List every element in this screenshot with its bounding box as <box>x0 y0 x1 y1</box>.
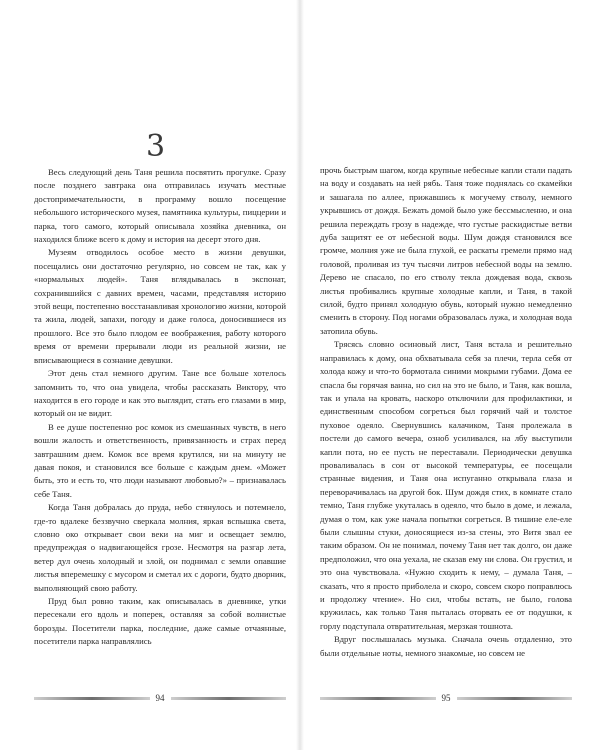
chapter-number: 3 <box>146 129 166 164</box>
left-footer <box>34 692 286 704</box>
right-text-block <box>320 164 572 660</box>
paragraph: Когда Таня добралась до пруда, небо стянулось и потемнело, где-то вдалеке беззвучно сверкала молния, яркая вспышка света, словно око открывает свои веки на миг и освещает землю, предупреждая о надвигающейся грозе. Несмотря на разгар лета, ветер дул очень холодный и злой, он поднимал с земли опавшие листья вперемешку с мусором и сметал их с дороги, будто дворник, выполняющий свою работу. <box>34 502 286 593</box>
page-number: 94 <box>155 693 165 703</box>
paragraph: Пруд был ровно таким, как описывалась в дневнике, утки пересекали его вдоль и поперек, оставляя за собой волнистые борозды. Посетители парка, последние, даже самые отчаянные, посетители парка направлялись <box>34 596 286 647</box>
paragraph: Весь следующий день Таня решила посвятить прогулке. Сразу после позднего завтрака она отправилась изучать местные достопримечательности, в программу вошло посещение небольшого исторического музея, памятника культуры, пиццерии и парка, того самого, который описывала хозяйка дневника, он находился ближе всего к дому и история на десерт этого дня. <box>34 167 286 245</box>
page-number: 95 <box>441 693 451 703</box>
paragraph: В ее душе постепенно рос комок из смешанных чувств, в него вошли жалость и ответственность, привязанность и страх перед завтрашним днем. Комок все время крутился, ни на минуту не давая покоя, и становился все больше с каждым днем. «Может быть, это и есть то, что люди называют любовью?» – признавалась себе Таня. <box>34 421 286 499</box>
paragraph: Вдруг послышалась музыка. Сначала очень отдаленно, это были отдельные ноты, немного знакомые, но совсем не <box>320 634 572 658</box>
right-footer <box>320 692 572 704</box>
footer-rule <box>320 697 436 700</box>
footer-rule <box>457 697 573 700</box>
paragraph: Трясясь словно осиновый лист, Таня встала и решительно направилась к дому, она обхватывала себя за плечи, терла себя от холода кожу и что-то бормотала синими мокрыми губами. Дома ее спасла бы горячая ванна, но сил на это не было, и Таня, как вошла, так и упала на кровать, наскоро отключили для профилактики, и единственным способом согреться был горячий чай и толстое пуховое одеяло. Свернувшись калачиком, Таня пролежала в постели до самого вечера, озноб усиливался, на лбу выступили капли пота, но ее пусть не переставали. Периодически девушка проваливалась в сон от высокой температуры, ее посещали странные видения, и Таня она испуганно открывала глаза и переворачивалась на другой бок. Шум дождя стих, в комнате стало темно, Таня глубже укуталась в одеяло, что было в доме, и лежала, думая о том, как уже начала попытки согреться. В тишине еле-еле были слышны стуки, доносящиеся из-за стены, это Витя звал ее таким образом. Он не понимал, почему Таня нет так долго, он даже предположил, что она уехала, не сказав ему ни слова. Он грустил, и это она чувствовала. «Нужно сходить к нему, – думала Таня, – сказать, что я просто приболела и скоро, совсем скоро поправлюсь и продолжу чтение». Но сил, чтобы встать, не было, голова кружилась, как только Таня пыталась оторвать ее от подушки, к горлу подступала отвратительная, мерзкая тошнота. <box>320 339 572 631</box>
footer-rule <box>171 697 287 700</box>
paragraph: Этот день стал немного другим. Тане все больше хотелось запомнить то, что она увидела, чтобы рассказать Виктору, что находится в его городе и как это выглядит, стать его глазами в мир, который он не видит. <box>34 368 286 419</box>
left-text-block <box>34 166 286 649</box>
paragraph: прочь быстрым шагом, когда крупные небесные капли стали падать на воду и создавать на ней рябь. Таня тоже поднялась со скамейки и зашагала по аллее, прижавшись к могучему стволу, немного укрывшись от дождя. Бежать домой было уже бессмысленно, и она решила переждать грозу в надежде, что густые раскидистые ветви дуба защитят ее от небесной воды. Шум дождя становился все громче, молния уже не была глухой, ее раскаты гремели прямо над головой, проливая из туч тысячи литров небесной воды на землю. Дерево не спасало, по его стволу текла дождевая вода, сквозь листья пробивались крупные холодные капли, и Таня, в такой силой, будто принял холодную обувь, который нужно немедленно сменить в сторону. Под ногами образовалась лужа, и холодная вода затопила обувь. <box>320 165 572 336</box>
paragraph: Музеям отводилось особое место в жизни девушки, посещались они достаточно регулярно, но совсем не так, как у «нормальных людей». Таня вглядывалась в экспонат, сохранившийся с давних времен, часами, представляя историю этой вещи, постепенно восстанавливая хронологию жизни, которой та жила, людей, запахи, погоду и даже голоса, доносившиеся из прошлого. Все это было плодом ее воображения, работу которого время от времени прерывали люди из реальной жизни, не вписывающиеся в сознание девушки. <box>34 247 286 365</box>
footer-rule <box>34 697 150 700</box>
